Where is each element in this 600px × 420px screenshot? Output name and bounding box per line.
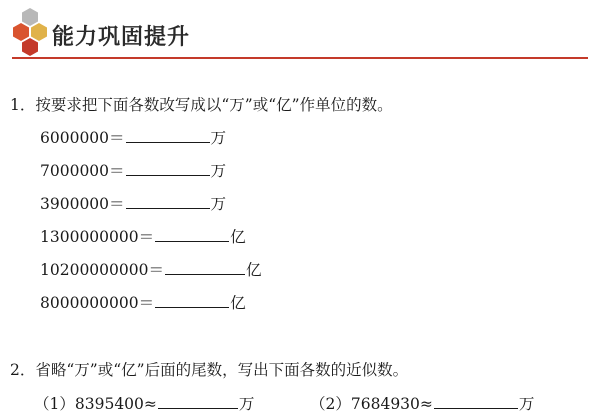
item-unit: 万 [518, 395, 535, 413]
row-number: 1300000000 [40, 228, 139, 246]
row-number: 8000000000 [40, 294, 139, 312]
question-1 [10, 93, 393, 115]
hexagon-orange [13, 23, 29, 41]
row-unit: 亿 [230, 294, 246, 312]
conversion-row [40, 258, 262, 280]
page-title: 能力巩固提升 [52, 25, 191, 50]
question-2 [10, 358, 408, 380]
answer-blank[interactable] [126, 192, 210, 209]
answer-blank[interactable] [434, 392, 518, 409]
answer-blank[interactable] [126, 126, 210, 143]
answer-blank[interactable] [158, 392, 238, 409]
row-number: 10200000000 [40, 261, 149, 279]
section-header [0, 0, 600, 64]
answer-blank[interactable] [155, 225, 229, 242]
row-unit: 亿 [230, 228, 246, 246]
row-operator: ＝ [138, 294, 155, 312]
row-operator: ＝ [109, 195, 125, 213]
item-unit: 万 [238, 395, 255, 413]
approximation-item [34, 392, 254, 414]
hexagon-gray [22, 8, 38, 26]
row-operator: ＝ [109, 162, 125, 180]
approximation-item [310, 392, 534, 414]
conversion-row [40, 192, 226, 214]
question-2-text: 省略“万”或“亿”后面的尾数，写出下面各数的近似数。 [35, 361, 409, 379]
item-number: 7684930 [350, 395, 420, 413]
header-divider [12, 57, 588, 59]
answer-blank[interactable] [155, 291, 229, 308]
row-unit: 万 [210, 162, 227, 180]
question-1-number: 1． [10, 96, 36, 114]
row-operator: ＝ [138, 228, 155, 246]
hexagon-red [22, 38, 38, 56]
conversion-row [40, 159, 226, 181]
row-number: 6000000 [40, 129, 110, 147]
row-operator: ＝ [109, 129, 125, 147]
answer-blank[interactable] [126, 159, 210, 176]
row-unit: 万 [210, 129, 227, 147]
question-2-number: 2． [10, 361, 36, 379]
row-number: 3900000 [40, 195, 110, 213]
hexagon-yellow [31, 23, 47, 41]
row-operator: ＝ [148, 261, 164, 279]
item-label: （2） [310, 395, 351, 413]
conversion-row [40, 291, 246, 313]
item-operator: ≈ [143, 395, 157, 413]
item-operator: ≈ [419, 395, 433, 413]
conversion-row [40, 225, 246, 247]
question-1-text: 按要求把下面各数改写成以“万”或“亿”作单位的数。 [35, 96, 393, 114]
hexagon-logo-icon [8, 6, 58, 58]
row-unit: 亿 [246, 261, 262, 279]
answer-blank[interactable] [165, 258, 245, 275]
item-label: （1） [34, 395, 75, 413]
item-number: 8395400 [74, 395, 144, 413]
row-number: 7000000 [40, 162, 110, 180]
conversion-row [40, 126, 226, 148]
row-unit: 万 [210, 195, 227, 213]
